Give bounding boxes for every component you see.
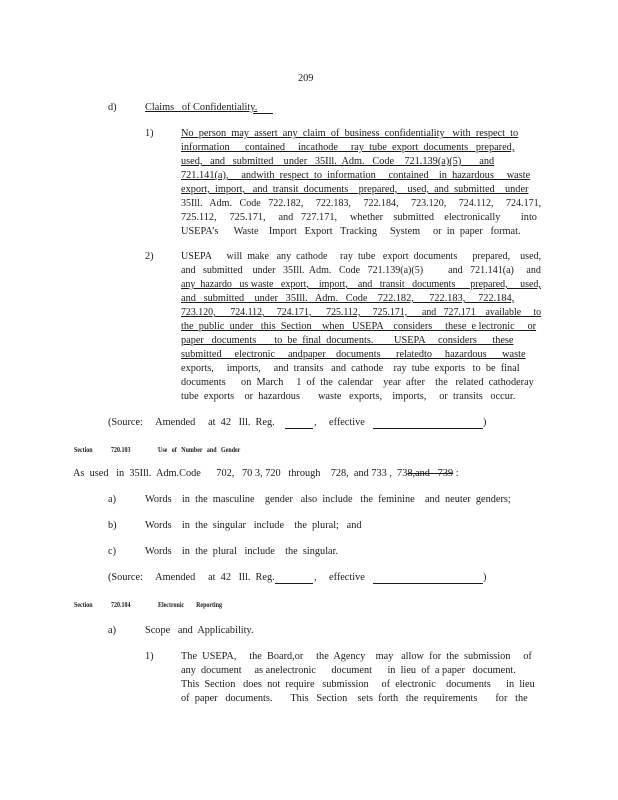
subsection-a-label: a)	[108, 625, 116, 636]
confidentiality-line-7: 725.112, 725.171, and 727.171, whether submitted electronically into	[181, 212, 537, 223]
electronic-submission-line-4: of paper documents. This Section sets forth the requirements for the	[181, 693, 528, 704]
section-title: Electronic Reporting	[158, 600, 223, 609]
section-number: 720.103	[111, 445, 131, 454]
usepa-line-3: any hazardo us waste export, import, and transit documents prepared, used,	[181, 279, 541, 290]
register-issue-blank	[275, 583, 313, 584]
electronic-submission-line-2: any document as anelectronic document in lieu of a paper document.	[181, 665, 516, 676]
source-comma: ,	[314, 417, 317, 428]
subsection-a-title: Scope and Applicability.	[145, 625, 254, 636]
list-item-text: Words in the singular include the plural; and	[145, 520, 362, 531]
section-label: Section	[74, 600, 93, 609]
confidentiality-line-8: USEPA’s Waste Import Export Tracking System or in paper format.	[181, 226, 521, 237]
applicability-text: As used in 35Ill. Adm.Code 702, 70 3, 720 through 728, and 733 , 73	[73, 468, 408, 479]
list-item-text: Words in the masculine gender also include the feminine and neuter genders;	[145, 494, 511, 505]
source-close-paren: )	[483, 417, 487, 428]
usepa-line-1: USEPA will make any cathode ray tube export documents prepared, used,	[181, 251, 542, 262]
usepa-line-6: the public under this Section when USEPA considers these e lectronic or	[181, 321, 537, 332]
item-1-number: 1)	[145, 651, 154, 662]
register-issue-blank	[285, 428, 313, 429]
usepa-line-2: and submitted under 35Ill. Adm. Code 721.139(a)(5) and 721.141(a) and	[181, 265, 541, 276]
source-note: (Source: Amended at 42 Ill. Reg.	[108, 417, 275, 428]
section-title: Use of Number and Gender	[158, 445, 241, 454]
section-label: Section	[74, 445, 93, 454]
effective-date-blank	[373, 583, 483, 584]
usepa-line-10: documents on March 1 of the calendar year after the related cathoderay	[181, 377, 534, 388]
list-item-text: Words in the plural include the singular.	[145, 546, 339, 557]
item-1-number: 1)	[145, 128, 154, 139]
subsection-d-title: Claims of Confidentiality.	[145, 102, 258, 113]
confidentiality-line-6: 35Ill. Adm. Code 722.182, 722.183, 722.184, 723.120, 724.112, 724.171,	[181, 198, 542, 209]
usepa-line-7: paper documents to be final documents. USEPA considers these	[181, 335, 514, 346]
confidentiality-line-5: export, import, and transit documents prepared, used, and submitted under	[181, 184, 529, 195]
usepa-line-4: and submitted under 35Ill. Adm. Code 722.182, 722.183, 722.184,	[181, 293, 515, 304]
page-number: 209	[298, 73, 314, 84]
source-effective-label: effective	[329, 572, 365, 583]
effective-date-blank	[373, 428, 483, 429]
usepa-line-8: submitted electronic andpaper documents relatedto hazardous waste	[181, 349, 526, 360]
title-underline-extension	[253, 113, 273, 114]
applicability-statement	[73, 468, 459, 480]
confidentiality-line-4: 721.141(a), andwith respect to information contained in hazardous waste	[181, 170, 531, 181]
list-item-label: a)	[108, 494, 116, 505]
source-note: (Source: Amended at 42 Ill. Reg.	[108, 572, 275, 583]
section-number: 720.104	[111, 600, 131, 609]
list-item-label: b)	[108, 520, 117, 531]
electronic-submission-line-1: The USEPA, the Board,or the Agency may allow for the submission of	[181, 651, 532, 662]
confidentiality-line-1: No person may assert any claim of business confidentiality with respect to	[181, 128, 519, 139]
electronic-submission-line-3: This Section does not require submission of electronic documents in lieu	[181, 679, 535, 690]
usepa-line-9: exports, imports, and transits and cathode ray tube exports to be final	[181, 363, 520, 374]
source-effective-label: effective	[329, 417, 365, 428]
deleted-text: 8,and 739	[407, 468, 454, 479]
applicability-colon: :	[453, 468, 459, 479]
usepa-line-11: tube exports or hazardous waste exports, imports, or transits occur.	[181, 391, 516, 402]
list-item-label: c)	[108, 546, 116, 557]
source-comma: ,	[314, 572, 317, 583]
item-2-number: 2)	[145, 251, 154, 262]
confidentiality-line-3: used, and submitted under 35Ill. Adm. Code 721.139(a)(5) and	[181, 156, 495, 167]
subsection-d-label: d)	[108, 102, 117, 113]
source-close-paren: )	[483, 572, 487, 583]
usepa-line-5: 723.120, 724.112, 724.171, 725.112, 725.171, and 727.171 available to	[181, 307, 542, 318]
confidentiality-line-2: information contained incathode ray tube export documents prepared,	[181, 142, 515, 153]
